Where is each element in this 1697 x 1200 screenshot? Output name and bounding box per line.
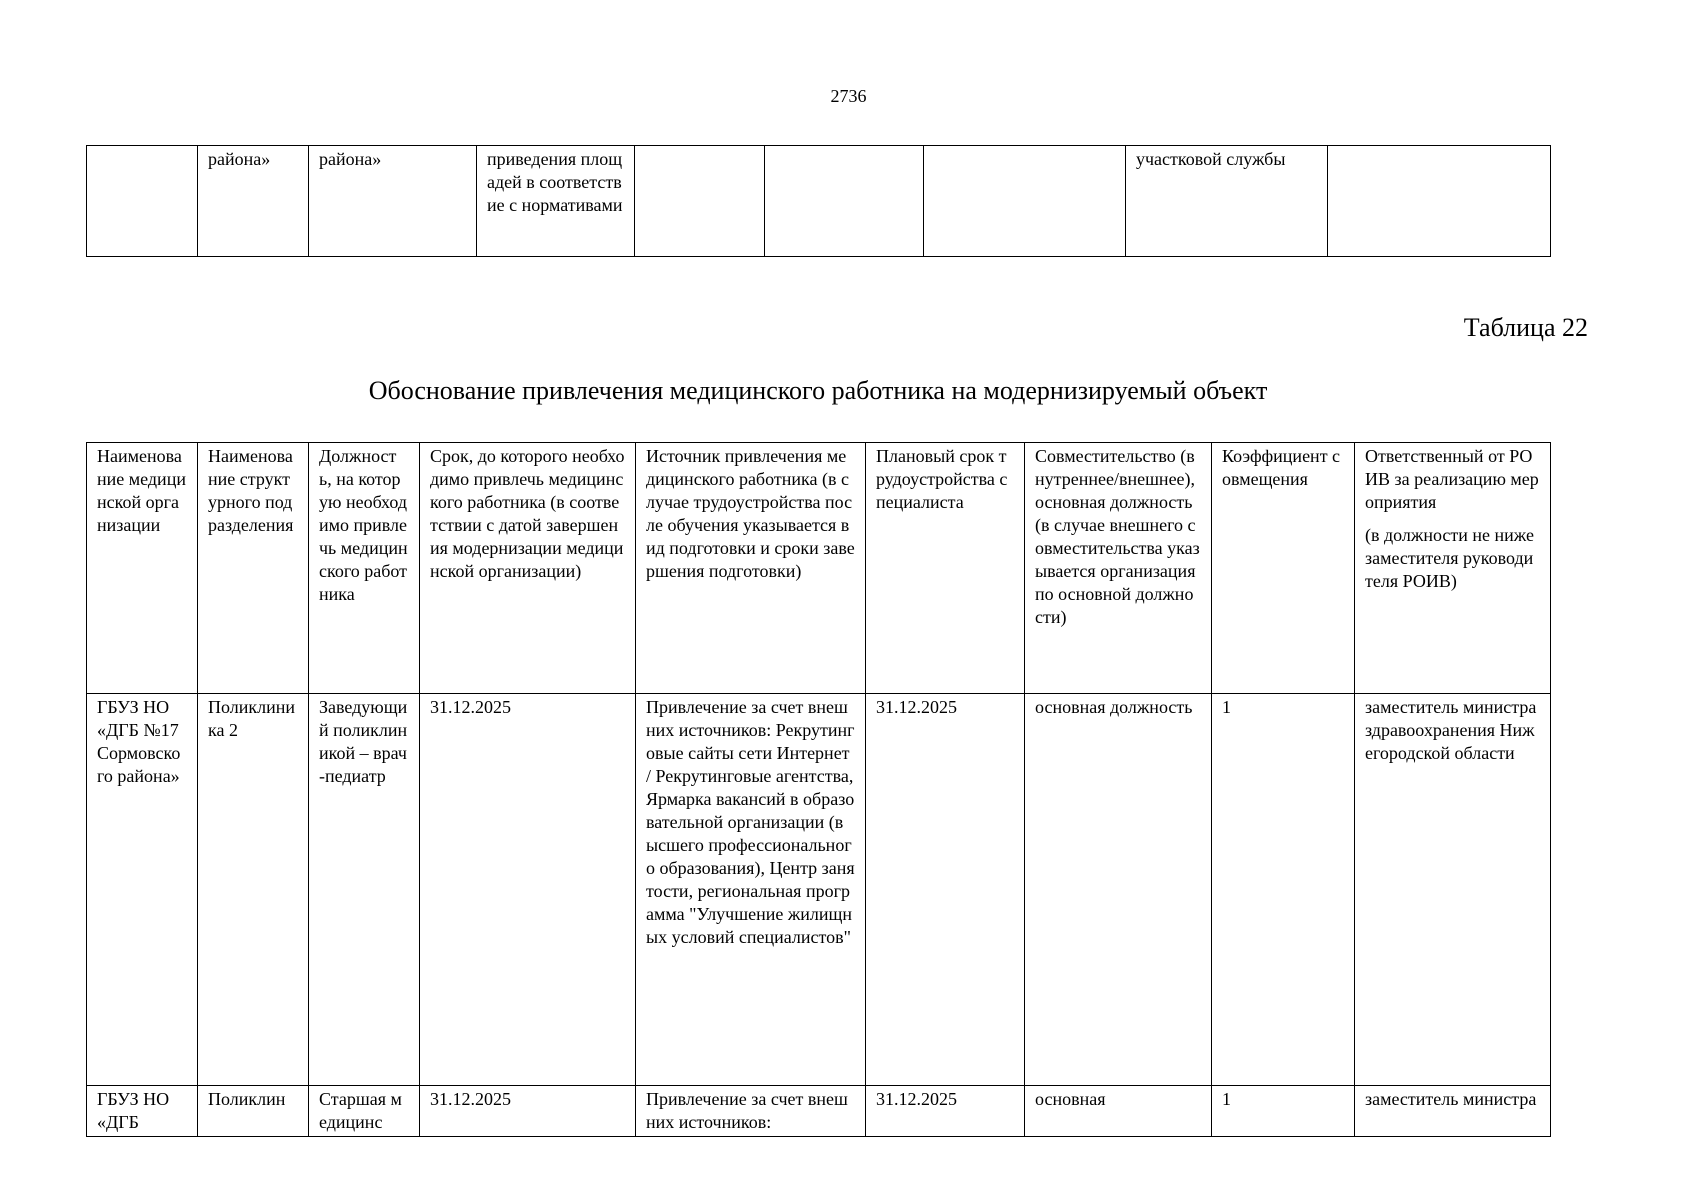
- header-cell: Должность, на которую необходимо привлечь медицинского работника: [309, 443, 420, 694]
- table-cell: Привлечение за счет внешних источников: Рекрутинговые сайты сети Интернет / Рекрутинговые агентства, Ярмарка вакансий в образовательной организации (высшего профессионального образования), Центр занятости, региональная программа "Улучшение жилищных условий специалистов": [636, 694, 866, 1086]
- header-text: Ответственный от РОИВ за реализацию мероприятия: [1365, 446, 1539, 512]
- table-cell: участковой службы: [1126, 146, 1328, 257]
- header-row: [87, 443, 1551, 694]
- table-cell: [87, 146, 198, 257]
- table-cell: района»: [198, 146, 309, 257]
- table-cell: Привлечение за счет внешних источников:: [636, 1086, 866, 1137]
- table-cell: приведения площадей в соответствие с нормативами: [477, 146, 635, 257]
- table-cell: ГБУЗ НО «ДГБ №17 Сормовского района»: [87, 694, 198, 1086]
- table-cell: Поликлиника 2: [198, 694, 309, 1086]
- table-cell: [765, 146, 924, 257]
- header-cell: Наименование структурного подразделения: [198, 443, 309, 694]
- page-number: 2736: [830, 86, 867, 106]
- table-cell: основная: [1025, 1086, 1212, 1137]
- header-cell: Плановый срок трудоустройства специалиста: [866, 443, 1025, 694]
- table-cell: 31.12.2025: [420, 1086, 636, 1137]
- header-cell: Совместительство (внутреннее/внешнее), основная должность (в случае внешнего совместительства указывается организация по основной должности): [1025, 443, 1212, 694]
- header-cell: [1355, 443, 1551, 694]
- table-cell: [635, 146, 765, 257]
- header-cell: Источник привлечения медицинского работника (в случае трудоустройства после обучения указывается вид подготовки и сроки завершения подготовки): [636, 443, 866, 694]
- table-cell: 31.12.2025: [866, 1086, 1025, 1137]
- header-cell: Коэффициент совмещения: [1212, 443, 1355, 694]
- carry-over-row: [87, 146, 1551, 257]
- table-cell: района»: [309, 146, 477, 257]
- table-cell: 31.12.2025: [420, 694, 636, 1086]
- header-cell: Наименование медицинской организации: [87, 443, 198, 694]
- table-number: Таблица 22: [1463, 313, 1588, 342]
- header-note: (в должности не ниже заместителя руководителя РОИВ): [1365, 525, 1534, 591]
- table-cell: [1328, 146, 1551, 257]
- table-cell: 1: [1212, 1086, 1355, 1137]
- staffing-table: [86, 442, 1551, 1137]
- table-row: [87, 694, 1551, 1086]
- table-cell: 31.12.2025: [866, 694, 1025, 1086]
- table-cell: Заведующий поликлиникой – врач-педиатр: [309, 694, 420, 1086]
- table-row: [87, 1086, 1551, 1137]
- table-cell: заместитель министра здравоохранения Нижегородской области: [1355, 694, 1551, 1086]
- table-cell: Старшая медицинс: [309, 1086, 420, 1137]
- table-cell: заместитель министра: [1355, 1086, 1551, 1137]
- table-cell: основная должность: [1025, 694, 1212, 1086]
- header-cell: Срок, до которого необходимо привлечь медицинского работника (в соответствии с датой завершения модернизации медицинской организации): [420, 443, 636, 694]
- carry-over-table: [86, 145, 1551, 257]
- table-cell: [924, 146, 1126, 257]
- table-cell: 1: [1212, 694, 1355, 1086]
- table-cell: ГБУЗ НО «ДГБ: [87, 1086, 198, 1137]
- table-title: Обоснование привлечения медицинского работника на модернизируемый объект: [368, 376, 1268, 405]
- table-cell: Поликлин: [198, 1086, 309, 1137]
